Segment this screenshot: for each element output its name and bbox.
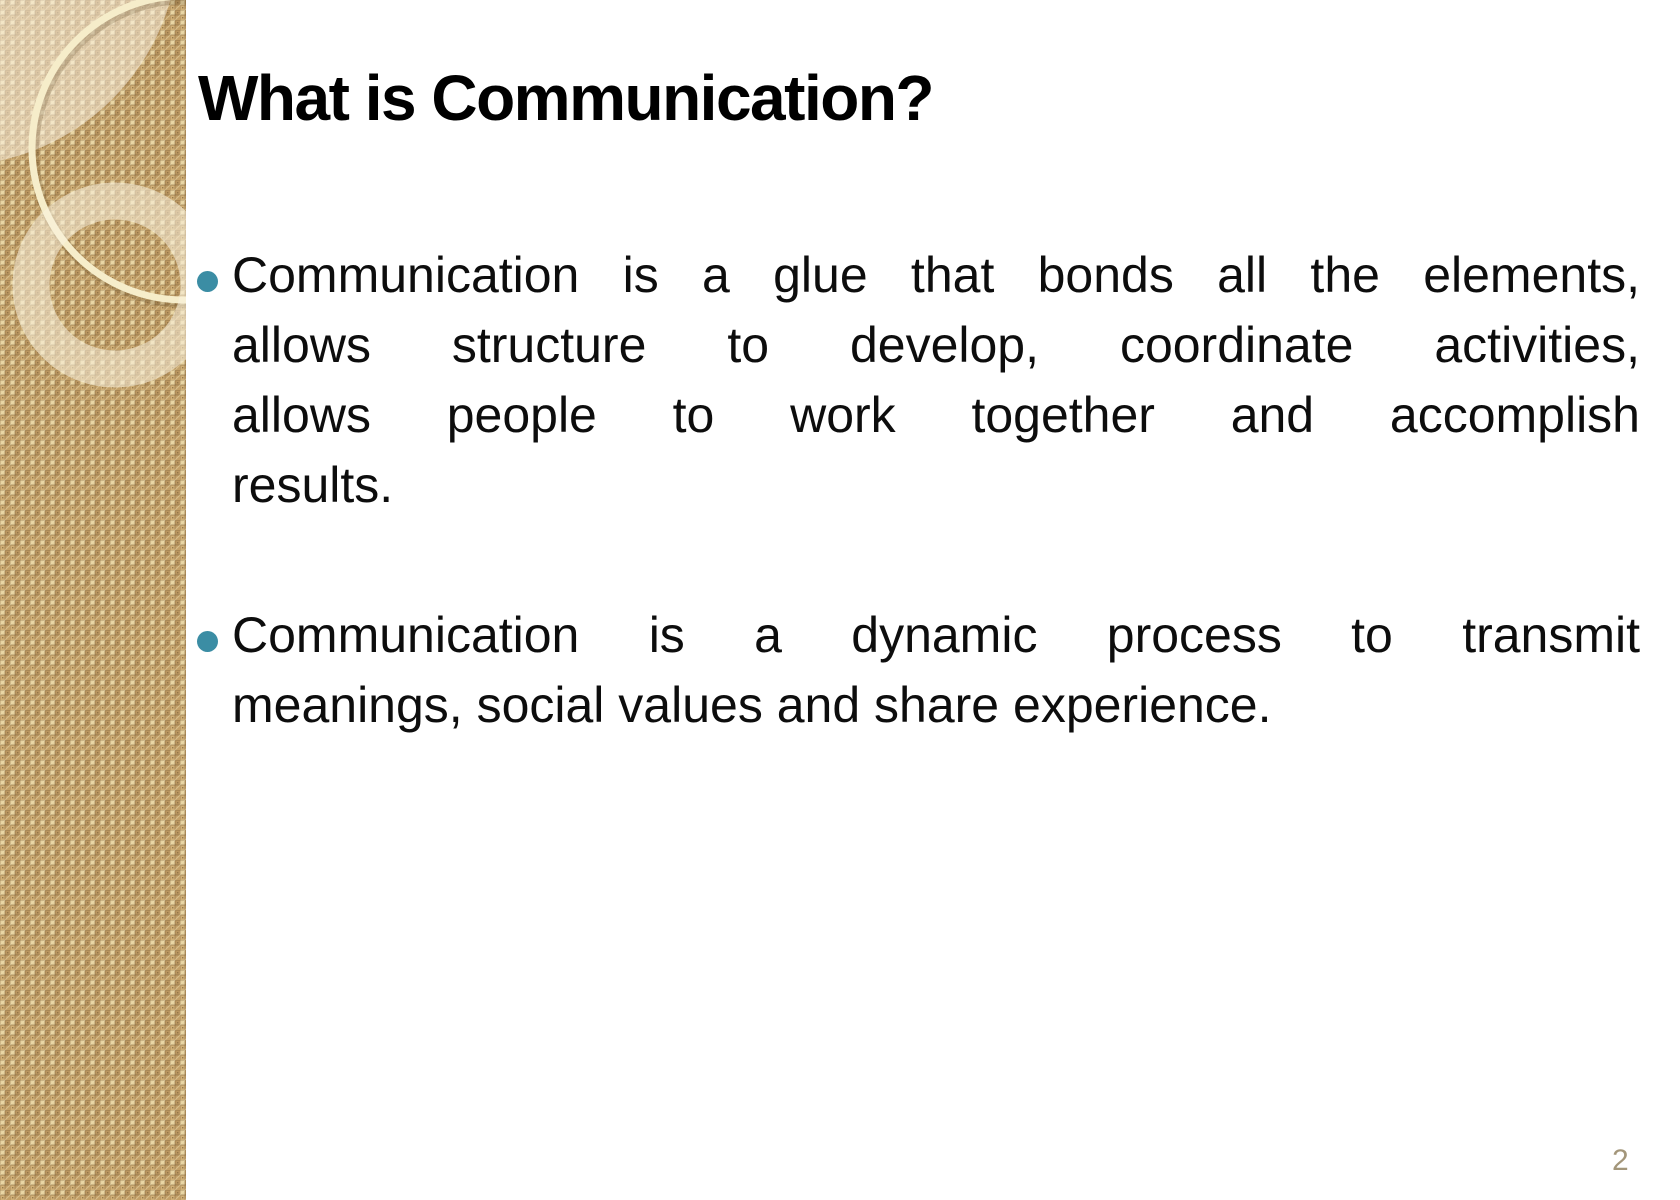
sidebar-decoration (0, 0, 186, 1200)
bullet-line: results. (232, 457, 394, 513)
bullet-item (232, 600, 1640, 740)
bullet-item (232, 240, 1640, 520)
bullet-dot-icon (197, 631, 218, 652)
bullet-dot-icon (197, 271, 218, 292)
bullet-line: Communication is a dynamic process to transmit (232, 607, 1640, 663)
slide-title: What is Communication? (198, 62, 933, 134)
page-number: 2 (1612, 1144, 1629, 1177)
sidebar-texture (0, 0, 186, 1200)
bullet-line: meanings, social values and share experience. (232, 677, 1272, 733)
bullet-line: Communication is a glue that bonds all the elements, (232, 247, 1640, 303)
bullet-line: allows structure to develop, coordinate activities, (232, 317, 1640, 373)
bullet-line: allows people to work together and accomplish (232, 387, 1640, 443)
burlap-texture (0, 0, 186, 1200)
slide-body (232, 240, 1640, 820)
